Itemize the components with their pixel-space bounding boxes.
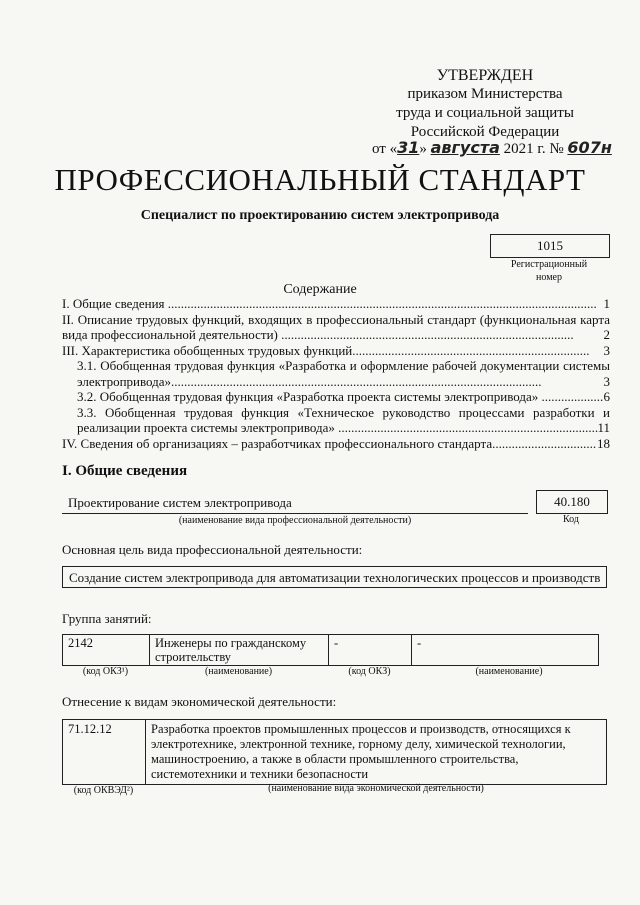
toc-item bbox=[62, 389, 610, 405]
toc-item bbox=[62, 436, 610, 452]
order-month: августа bbox=[430, 138, 500, 157]
order-quote-close: » bbox=[419, 141, 427, 157]
toc-item-page: 11 bbox=[597, 420, 610, 435]
toc-item-text: IV. Сведения об организациях – разработчиках профессионального стандарта................................ bbox=[62, 435, 597, 451]
toc-item bbox=[62, 312, 610, 343]
toc-item-page: 1 bbox=[603, 296, 610, 311]
okved-code-caption: (код ОКВЭД²) bbox=[73, 785, 134, 796]
okved-table bbox=[62, 719, 607, 785]
okz-code-caption-2: (код ОКЗ) bbox=[348, 666, 391, 677]
page-title: ПРОФЕССИОНАЛЬНЫЙ СТАНДАРТ bbox=[54, 162, 586, 197]
toc-heading: Содержание bbox=[283, 282, 357, 297]
toc-item-page: 18 bbox=[597, 435, 610, 451]
approval-block bbox=[360, 66, 610, 142]
order-day: 31 bbox=[397, 138, 420, 157]
toc-item-text: II. Описание трудовых функций, входящих в профессиональный стандарт (функциональная карта вида профессиональной деятельности) .......................................................................................... bbox=[62, 311, 610, 342]
goal-label: Основная цель вида профессиональной деятельности: bbox=[62, 542, 363, 557]
toc-item-page: 3 bbox=[603, 373, 610, 389]
toc-item-text: III. Характеристика обобщенных трудовых функций......................................................................... bbox=[62, 342, 590, 358]
activity-name: Проектирование систем электропривода bbox=[68, 495, 292, 510]
toc-item-text: 3.3. Обобщенная трудовая функция «Техническое руководство процессами разработки и реализации проекта системы электропривода» ................................................................................ bbox=[77, 404, 610, 435]
order-date-line bbox=[372, 138, 612, 158]
toc-item-page: 3 bbox=[603, 342, 610, 358]
toc-item-text: 3.1. Обобщенная трудовая функция «Разработка и оформление рабочей документации системы электропривода».................................................................................................................. bbox=[77, 358, 610, 389]
okved-name-caption: (наименование вида экономической деятельности) bbox=[268, 783, 484, 794]
registration-number: 1015 bbox=[490, 234, 610, 258]
toc-item-page: 6 bbox=[603, 389, 610, 404]
order-from-prefix: от « bbox=[372, 141, 398, 157]
group-label: Группа занятий: bbox=[62, 611, 152, 626]
goal-text: Создание систем электропривода для автоматизации технологических процессов и производств bbox=[62, 566, 607, 588]
okz-name-2: - bbox=[412, 635, 599, 666]
okved-text: Разработка проектов промышленных процессов и производств, относящихся к электротехнике, электронной технике, горному делу, химической технологии, машиностроению, а также в области промышленного строительства, системотехники и техники безопасности bbox=[146, 720, 607, 785]
approval-line: приказом Министерства bbox=[407, 86, 563, 102]
okz-code-2: - bbox=[329, 635, 412, 666]
order-number: 607н bbox=[567, 138, 612, 157]
okz-name-caption-2: (наименование) bbox=[475, 666, 543, 677]
okz-name: Инженеры по гражданскому строительству bbox=[150, 635, 329, 666]
page-subtitle: Специалист по проектированию систем электропривода bbox=[140, 208, 500, 223]
occupation-group-table bbox=[62, 634, 599, 666]
approval-line: Российской Федерации bbox=[410, 124, 560, 140]
toc-item bbox=[62, 405, 610, 436]
toc-item bbox=[62, 343, 610, 359]
table-row bbox=[63, 720, 607, 785]
toc-item bbox=[62, 296, 610, 312]
registration-label-line: Регистрационный bbox=[510, 259, 588, 270]
okz-code: 2142 bbox=[63, 635, 150, 666]
toc-item-text: I. Общие сведения .................................................................................................................................... bbox=[62, 296, 597, 311]
okved-label: Отнесение к видам экономической деятельности: bbox=[62, 694, 337, 709]
toc-item-text: 3.2. Обобщенная трудовая функция «Разработка проекта системы электропривода» ................... bbox=[77, 389, 604, 404]
code-caption: Код bbox=[563, 514, 579, 525]
okz-name-caption: (наименование) bbox=[204, 666, 273, 677]
okved-code: 71.12.12 bbox=[63, 720, 146, 785]
toc-item-page: 2 bbox=[603, 327, 610, 342]
okz-code-caption: (код ОКЗ¹) bbox=[82, 666, 129, 677]
order-year: 2021 г. № bbox=[503, 141, 564, 157]
section-heading: I. Общие сведения bbox=[62, 463, 188, 479]
toc-item bbox=[62, 358, 610, 389]
approval-line: УТВЕРЖДЕН bbox=[436, 67, 534, 84]
table-of-contents bbox=[62, 296, 610, 451]
activity-caption: (наименование вида профессиональной деятельности) bbox=[178, 515, 412, 526]
activity-code: 40.180 bbox=[536, 490, 608, 514]
table-row bbox=[63, 635, 599, 666]
registration-label-line: номер bbox=[536, 272, 562, 283]
approval-line: труда и социальной защиты bbox=[396, 105, 574, 121]
activity-underline bbox=[62, 513, 528, 514]
registration-label bbox=[490, 258, 608, 284]
